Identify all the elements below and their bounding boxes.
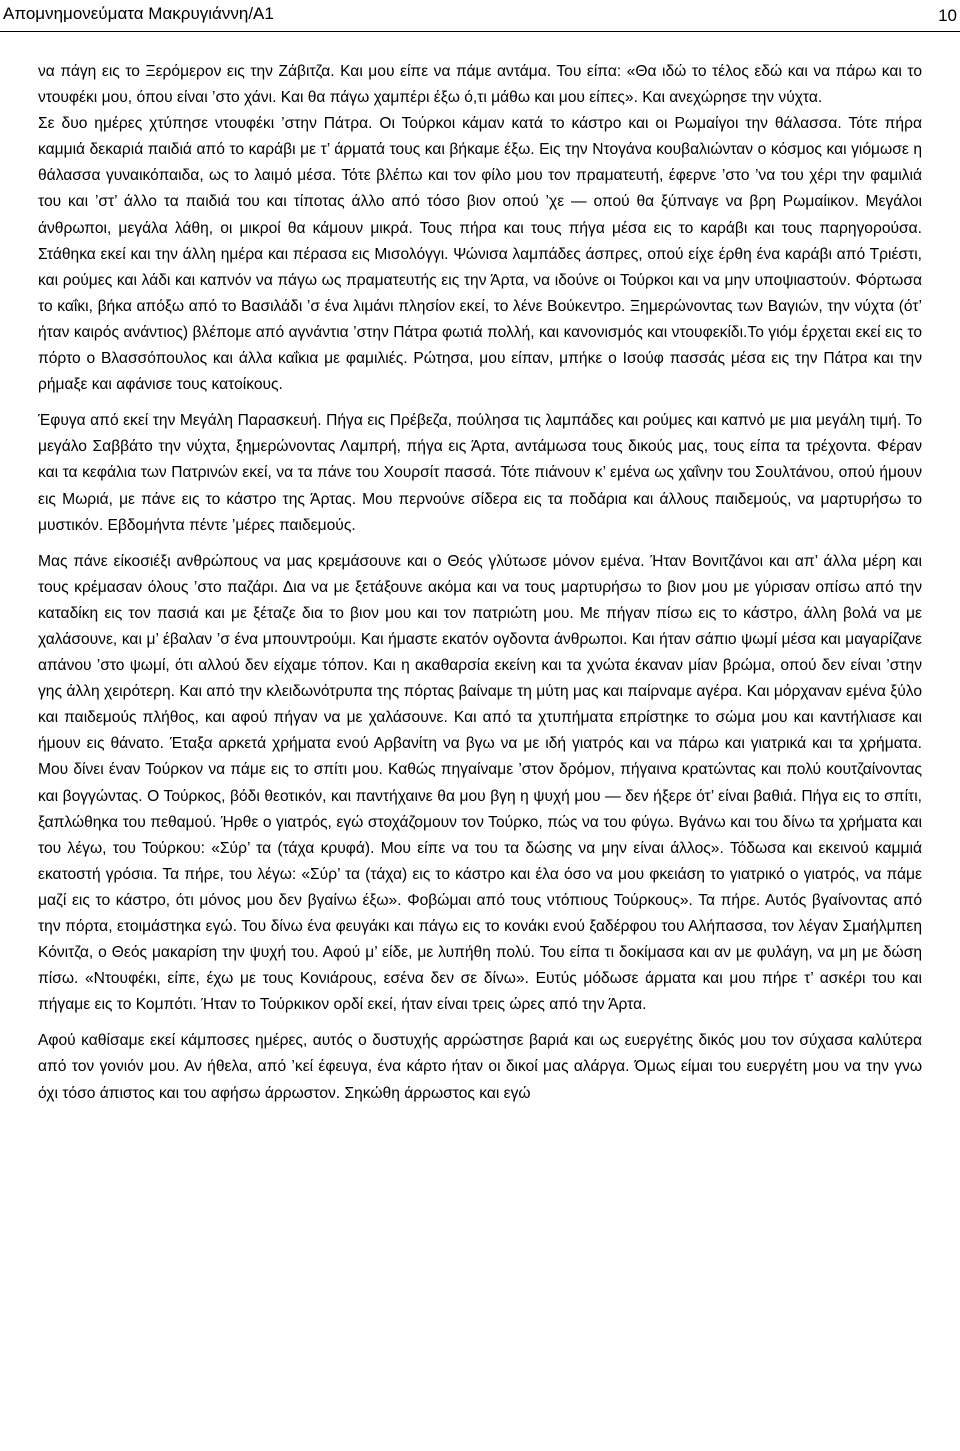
paragraph: Μας πάνε είκοσιέξι ανθρώπους να μας κρεμάσουνε και ο Θεός γλύτωσε μόνον εμένα. Ήταν Βονιτζάνοι και απ’ άλλα μέρη και τους κρέμασαν όλους ’στο παζάρι. Δια να με ξετάξουνε ακόμα και να τους μαρτυρήσω το βιον μου με γύρισαν οπίσω από την καταδίκη εις τον πασιά και με ξέταζε δια το βιον μου και τον πατριώτη μου. Με πήγαν πίσω εις το κάστρο, άλλη βολά να με χαλάσουνε, και μ’ έβαλαν ’σ ένα μπουντρούμι. Και ήμαστε εκατόν ογδοντα άνθρωποι. Και ήταν σάπιο ψωμί μέσα και μαγαρίζανε απάνου ’στο ψωμί, ότι αλλού δεν είχαμε τόπον. Και η ακαθαρσία εκείνη και τα χνώτα έκαναν μίαν βρώμα, οπού δεν είναι ’στην γης άλλη χειρότερη. Και από την κλειδωνότρυπα της πόρτας βαίναμε τη μύτη μας και παίρναμε αγέρα. Και μόρχαναν εμένα ξύλο και παιδεμούς πλήθος, και αφού πήγαν να με χαλάσουνε. Και από τα χτυπήματα επρίστηκε το σώμα μου και καντήλιασε και ήμουν εις θάνατο. Έταξα αρκετά χρήματα ενού Αρβανίτη να βγω να με ιδή γιατρός και να πάρω και γιατρικά και τα χρήματα. Μου δίνει έναν Τούρκον να πάμε εις το σπίτι μου. Καθώς πηγαίναμε ’στον δρόμον, πήγαινα κρατώντας και πολύ κουτζαίνοντας και βογγώντας. Ο Τούρκος, βόδι θεοτικόν, και παντήχαινε θα μου βγη η ψυχή μου — δεν ήξερε ότ’ είναι βαθιά. Πήγα εις το σπίτι, ξαπλώθηκα του πεθαμού. Ήρθε ο γιατρός, εγώ στοχάζομουν τον Τούρκο, πώς να του φύγω. Βγάνω και του δίνω τα χρήματα και του λέγω, του Τούρκου: «Σύρ’ τα (τάχα κρυφά). Μου είπε να του τα δώσης να μην είναι άλλος». Τόδωσα και εκεινού καμμιά εκατοστή γρόσια. Τα πήρε, του λέγω: «Σύρ’ τα (τάχα) εις το κάστρο και έλα όσο να μου φκειάση το γιατρικό ο γιατρός, να πάμε μαζί εις το κάστρο, ότι μόνος μου δεν βγαίνω έξω». Φοβώμαι από τους ντόπιους Τούρκους». Τα πήρε. Αυτός βγαίνοντας από την πόρτα, ετοιμάστηκα εγώ. Του δίνω ένα φευγάκι και πάγω εις το κονάκι ενού ξαδέρφου του Αλήπασσα, τον λέγαν Σμαήλμπεη Κόνιτζα, ο Θεός μακαρίση την ψυχή του. Αφού μ’ είδε, με λυπήθη πολύ. Του είπα τι δοκίμασα και αν με φυλάγη, να μη με δώση πίσω. «Ντουφέκι, είπε, έχω με τους Κονιάρους, εσένα δεν σε δίνω». Ευτύς μόδωσε άρματα και μου πήρε τ’ ασκέρι του και πήγαμε εις το Κομπότι. Ήταν το Τούρκικον ορδί εκεί, ήταν είναι τρεις ώρες από την Άρτα. [38,552,922,1014]
paragraph: Έφυγα από εκεί την Μεγάλη Παρασκευή. Πήγα εις Πρέβεζα, πούλησα τις λαμπάδες και ρούμες και καπνό με μια μεγάλη τιμή. Το μεγάλο Σαββάτο την νύχτα, ξημερώνοντας Λαμπρή, πήγα εις Άρτα, αντάμωσα τους δικούς μας, τους είπα τα τρέχοντα. Φέραν και τα κεφάλια των Πατρινών εκεί, να τα πάνε του Χουρσίτ πασσά. Τότε πιάνουν κ’ εμένα ως χαΐνην του Σουλτάνου, οπού ήμουν εις Μωριά, με πάνε εις το κάστρο της Άρτας. Μου περνούνε σίδερα εις τα ποδάρια και άλλους παιδεμούς, να μαρτυρήσω το μυστικόν. Εβδομήντα πέντε ’μέρες παιδεμούς. [38,412,922,534]
paragraph: Αφού καθίσαμε εκεί κάμποσες ημέρες, αυτός ο δυστυχής αρρώστησε βαριά και ως ευεργέτης δικός μου τον σύχασα καλύτερα από τον γονιόν μου. Αν ήθελα, από ’κεί έφευγα, ένα κάρτο ήταν οι δικοί μας αλάργα. Όμως είμαι του ευεργέτη μου να την γνω όχι τόσο άπιστος και του αφήσω άρρωστον. Σηκώθη άρρωστος και εγώ [38,1032,922,1102]
page-header [0,0,960,32]
paragraph: Σε δυο ημέρες χτύπησε ντουφέκι ’στην Πάτρα. Οι Τούρκοι κάμαν κατά το κάστρο και οι Ρωμαίγοι την θάλασσα. Τότε πήρα καμμιά δεκαριά παιδιά από το καράβι με τ’ άρματά τους και βήκαμε έξω. Εις την Ντογάνα κουβαλιώνταν ο κόσμος και γιόμωσε η θάλασσα γυναικόπαιδα, ως το λαιμό μέσα. Τότε βλέπω και τον φίλο μου τον πραματευτή, έφερνε ’στο ’να του χέρι την φαμιλιά του και ’στ’ άλλο τα παιδιά του και τίποτας άλλο από τόσο βιον οπού ’χε — οπού θα ξύπναγε να βρη Ρωμαίικον. Μεγάλοι άνθρωποι, μεγάλα λάθη, οι μικροί θα κάμουν μικρά. Τους πήρα και τους πήγα μέσα εις το καράβι και τους παρηγορούσα. Στάθηκα εκεί και την άλλη ημέρα και πέρασα εις Μισολόγγι. Ψώνισα λαμπάδες άσπρες, οπού είχε έρθη ένα καράβι από Τριέστι, και ρούμες και λάδι και καπνόν να πάγω ως πραματευτής εις την Άρτα, να ιδούνε οι Τούρκοι και να μην υποψιαστούν. Φόρτωσα το καΐκι, βήκα απόξω από το Βασιλάδι ’σ ένα λιμάνι πλησίον εκεί, το λένε Βούκεντρο. Ξημερώνοντας των Βαγιών, την νύχτα (ότ’ ήταν καιρός ανάντιος) βλέπομε από αγνάντια ’στην Πάτρα φωτιά πολλή, και κανονισμός και ντουφεκίδι.Το γιόμ έρχεται εκεί εις το πόρτο ο Βλασσόπουλος και άλλα καΐκια με φαμιλιές. Ρώτησα, μου είπαν, μπήκε ο Ισούφ πασσάς μέσα εις την Πάτρα και την ρήμαξε και αφάνισε τους κατοίκους. [38,115,922,394]
body-text [38,59,922,1107]
page-number: 10 [938,6,957,25]
paragraph: να πάγη εις το Ξερόμερον εις την Ζάβιτζα. Και μου είπε να πάμε αντάμα. Του είπα: «Θα ιδώ το τέλος εδώ και να πάρω και το ντουφέκι μου, όπου είναι ’στο χάνι. Και θα πάγω χαμπέρι έξω ό,τι μάθω και μου είπες». Και ανεχώρησε την νύχτα. [38,63,922,107]
running-title: Απομνημονεύματα Μακρυγιάννη/A1 [3,4,274,23]
